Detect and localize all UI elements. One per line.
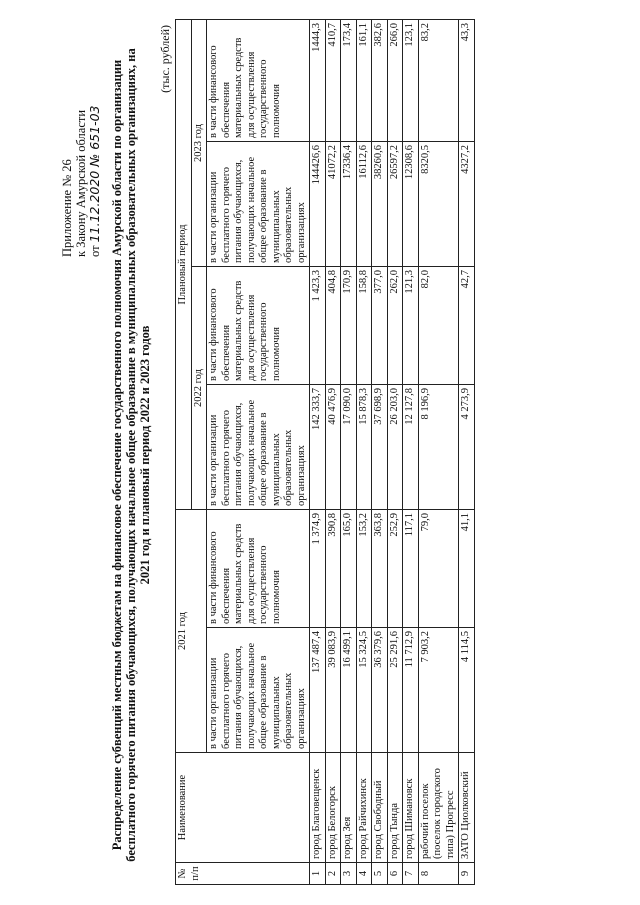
row-name: город Свободный (372, 753, 388, 863)
value-2022-org: 4 273,9 (459, 385, 475, 510)
value-2021-org: 36 379,6 (372, 628, 388, 753)
row-name: город Шимановск (403, 753, 419, 863)
header-year-2021: 2021 год (176, 510, 207, 753)
annex-header (60, 17, 102, 257)
value-2022-org: 17 090,0 (341, 385, 357, 510)
value-2022-org: 37 698,9 (372, 385, 388, 510)
value-2021-fin: 41,1 (459, 510, 475, 628)
row-num: 3 (341, 863, 357, 885)
table-row (356, 20, 372, 885)
value-2021-fin: 363,8 (372, 510, 388, 628)
table-row (325, 20, 341, 885)
value-2023-org: 144426,6 (310, 142, 326, 267)
row-name: город Тында (387, 753, 403, 863)
value-2023-fin: 83,2 (418, 20, 459, 142)
value-2022-org: 26 203,0 (387, 385, 403, 510)
value-2022-fin: 377,0 (372, 267, 388, 385)
value-2021-org: 4 114,5 (459, 628, 475, 753)
header-year-2022: 2022 год (191, 267, 207, 510)
value-2022-fin: 158,8 (356, 267, 372, 385)
value-2021-fin: 390,8 (325, 510, 341, 628)
value-2021-org: 16 499,1 (341, 628, 357, 753)
annex-law-reference: к Закону Амурской области (74, 109, 88, 257)
subsidy-table (175, 19, 475, 885)
header-2023-fin: в части финансового обеспечения материальных средств для осуществления государственного полномочия (207, 20, 310, 142)
row-num: 4 (356, 863, 372, 885)
header-2022-fin: в части финансового обеспечения материальных средств для осуществления государственного полномочия (207, 267, 310, 385)
document-title: Распределение субвенций местным бюджетам на финансовое обеспечение государственного полномочия Амурской области по организации бесплатного горячего питания обучающихся, получающих начальное общее образование в муниципальных образовательных организациях, на 2021 год и плановый период 2022 и 2023 годов (110, 48, 152, 862)
value-2023-fin: 161,1 (356, 20, 372, 142)
value-2021-fin: 1 374,9 (310, 510, 326, 628)
row-name: город Благовещенск (310, 753, 326, 863)
value-2022-org: 15 878,3 (356, 385, 372, 510)
value-2022-org: 8 196,9 (418, 385, 459, 510)
value-2021-org: 11 712,9 (403, 628, 419, 753)
value-2023-org: 38260,6 (372, 142, 388, 267)
value-2022-fin: 82,0 (418, 267, 459, 385)
row-name: рабочий поселок (поселок городского типа) Прогресс (418, 753, 459, 863)
value-2022-fin: 404,8 (325, 267, 341, 385)
value-2021-fin: 165,0 (341, 510, 357, 628)
value-2023-org: 41072,2 (325, 142, 341, 267)
value-2021-org: 15 324,5 (356, 628, 372, 753)
value-2023-fin: 382,6 (372, 20, 388, 142)
row-num: 7 (403, 863, 419, 885)
value-2021-fin: 252,9 (387, 510, 403, 628)
value-2022-fin: 170,9 (341, 267, 357, 385)
value-2021-fin: 117,1 (403, 510, 419, 628)
value-2023-fin: 123,1 (403, 20, 419, 142)
value-2023-fin: 266,0 (387, 20, 403, 142)
row-name: город Белогорск (325, 753, 341, 863)
row-num: 2 (325, 863, 341, 885)
units-label: (тыс. рублей) (158, 25, 172, 93)
value-2022-fin: 121,3 (403, 267, 419, 385)
annex-number: Приложение № 26 (60, 159, 74, 257)
header-2023-org: в части организации бесплатного горячего питания обучающихся, получающих начальное общее образование в муниципальных образовательных организациях (207, 142, 310, 267)
value-2021-org: 137 487,4 (310, 628, 326, 753)
row-num: 9 (459, 863, 475, 885)
annex-date-line (88, 17, 102, 257)
value-2023-fin: 1444,3 (310, 20, 326, 142)
value-2022-fin: 262,0 (387, 267, 403, 385)
header-year-2023: 2023 год (191, 20, 207, 267)
value-2022-fin: 42,7 (459, 267, 475, 385)
table-row (403, 20, 419, 885)
value-2022-fin: 1 423,3 (310, 267, 326, 385)
row-num: 1 (310, 863, 326, 885)
annex-date-handwritten: 11.12.2020 № 651-03 (87, 105, 102, 243)
value-2023-fin: 173,4 (341, 20, 357, 142)
value-2023-org: 17336,4 (341, 142, 357, 267)
table-row (372, 20, 388, 885)
value-2023-org: 26597,2 (387, 142, 403, 267)
row-num: 5 (372, 863, 388, 885)
value-2023-org: 4327,2 (459, 142, 475, 267)
value-2021-fin: 153,2 (356, 510, 372, 628)
value-2023-org: 12308,6 (403, 142, 419, 267)
table-row (310, 20, 326, 885)
row-name: город Райчихинск (356, 753, 372, 863)
value-2021-org: 39 083,9 (325, 628, 341, 753)
value-2022-org: 142 333,7 (310, 385, 326, 510)
value-2021-org: 25 291,6 (387, 628, 403, 753)
value-2022-org: 40 476,9 (325, 385, 341, 510)
header-planned-period: Плановый период (176, 20, 192, 510)
value-2023-org: 8320,5 (418, 142, 459, 267)
table-row (341, 20, 357, 885)
table-row (418, 20, 459, 885)
value-2023-fin: 43,3 (459, 20, 475, 142)
value-2022-org: 12 127,8 (403, 385, 419, 510)
table-row (387, 20, 403, 885)
header-num: № п/п (176, 863, 310, 885)
row-num: 6 (387, 863, 403, 885)
header-2021-org: в части организации бесплатного горячего питания обучающихся, получающих начальное общее образование в муниципальных образовательных организациях (207, 628, 310, 753)
row-name: ЗАТО Циолковский (459, 753, 475, 863)
row-name: город Зея (341, 753, 357, 863)
header-2022-org: в части организации бесплатного горячего питания обучающихся, получающих начальное общее образование в муниципальных образовательных организациях (207, 385, 310, 510)
row-num: 8 (418, 863, 459, 885)
value-2021-fin: 79,0 (418, 510, 459, 628)
header-name: Наименование (176, 753, 310, 863)
table-row (459, 20, 475, 885)
value-2023-org: 16112,6 (356, 142, 372, 267)
annex-date-prefix: от (88, 245, 102, 257)
value-2023-fin: 410,7 (325, 20, 341, 142)
header-2021-fin: в части финансового обеспечения материальных средств для осуществления государственного полномочия (207, 510, 310, 628)
value-2021-org: 7 903,2 (418, 628, 459, 753)
